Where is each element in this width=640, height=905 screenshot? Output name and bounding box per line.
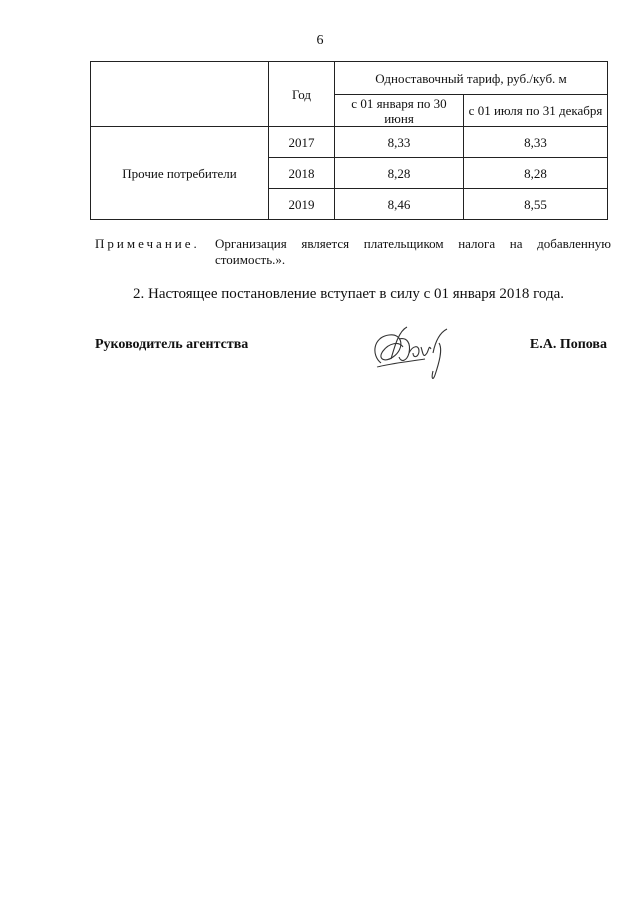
tariff-cell: 8,55 bbox=[464, 189, 608, 220]
consumer-header-cell bbox=[91, 62, 269, 127]
tariff-cell: 8,33 bbox=[464, 127, 608, 158]
tariff-cell: 8,46 bbox=[335, 189, 464, 220]
note-text-line1: Организация является плательщиком налога на добавленную bbox=[215, 236, 611, 251]
year-cell: 2017 bbox=[269, 127, 335, 158]
year-header: Год bbox=[269, 62, 335, 127]
tariff-table bbox=[90, 61, 608, 220]
signatory-name: Е.А. Попова bbox=[529, 337, 607, 352]
signatory-position: Руководитель агентства bbox=[95, 337, 249, 352]
tariff-cell: 8,28 bbox=[335, 158, 464, 189]
period2-header: с 01 июля по 31 декабря bbox=[464, 95, 608, 127]
period1-header: с 01 января по 30 июня bbox=[335, 95, 464, 127]
consumer-cell: Прочие потребители bbox=[91, 127, 269, 220]
tariff-cell: 8,33 bbox=[335, 127, 464, 158]
page-number: 6 bbox=[316, 33, 324, 48]
table-row bbox=[91, 127, 608, 158]
clause-text: 2. Настоящее постановление вступает в силу с 01 января 2018 года. bbox=[133, 286, 565, 302]
year-cell: 2019 bbox=[269, 189, 335, 220]
tariff-header: Одноставочный тариф, руб./куб. м bbox=[335, 62, 608, 95]
note-text-line2: стоимость.». bbox=[215, 252, 286, 267]
tariff-cell: 8,28 bbox=[464, 158, 608, 189]
signature-block bbox=[95, 337, 607, 387]
note-label: Примечание. bbox=[95, 236, 200, 251]
handwritten-signature bbox=[363, 323, 458, 383]
table-header-row bbox=[91, 62, 608, 95]
year-cell: 2018 bbox=[269, 158, 335, 189]
